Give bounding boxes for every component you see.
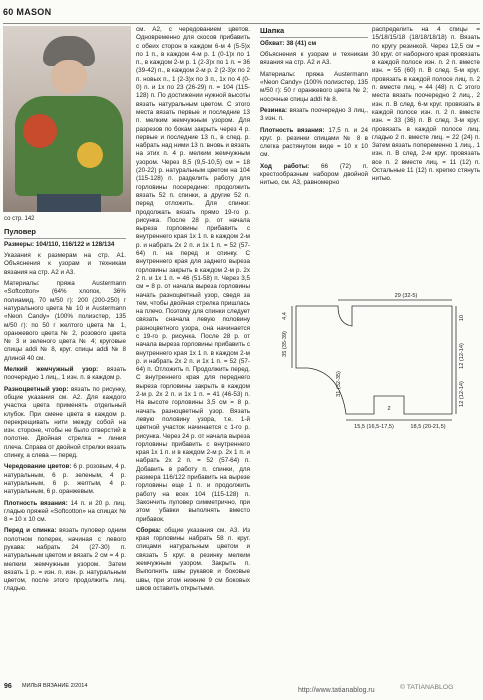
label-right-low: 12 (12-14) <box>459 381 465 407</box>
assembly-paragraph <box>136 527 250 593</box>
pullover-schematic <box>256 284 478 434</box>
model-photo <box>3 26 131 212</box>
order-title: Чередование цветов: <box>4 463 72 471</box>
assembly-text: общие указания см. A3. Из края горловины набрать 58 п. круг. спицами натуральным цветом и связать 5 круг. в резинку мелким жемчужным узором. Закрыть п. Выполнить швы рукавов и боковые швы, при этом нижние 9 см боковых швов оставить открытыми. <box>136 526 251 592</box>
rib-text: вязать поочередно 1 лиц., 1 изн. п. в каждом р. <box>4 366 127 382</box>
watermark: © TATIANABLOG <box>400 684 454 691</box>
color-paragraph <box>4 386 126 461</box>
hat-materials: Материалы: пряжа Austermann «Neon Candy» (100% полиэстер, 135 м/50 г): 50 г оранжевого цвета № 2; носочные спицы addi № 8. <box>260 70 368 103</box>
label-bottom-left: 15,5 (16,5-17,5) <box>354 424 394 430</box>
sweater-dot-red <box>23 114 57 148</box>
order-text: 6 р. розовым, 4 р. натуральным, 6 р. зеленым, 4 р. натуральным, 6 р. желтым, 4 р. натуральным, 6 р. оранжевым. <box>4 463 126 496</box>
density-text: 14 п. и 20 р. лиц. гладью пряжей «Softcotton» на спицах № 8 = 10 x 10 см. <box>4 499 127 524</box>
rib-title: Мелкий жемчужный узор: <box>4 366 99 374</box>
assembly-title: Сборка: <box>136 526 161 534</box>
column-hat <box>260 26 368 191</box>
label-right-top: 10 <box>459 314 465 322</box>
site-url[interactable]: http://www.tatianablog.ru <box>298 687 375 694</box>
section-tag: 60 MASON <box>3 7 52 17</box>
issue-label: МИЛЬЯ ВЯЗАНИЕ 2/2014 <box>22 683 88 689</box>
pullover-cont-text: см. A2, с чередованием цветов. Одновременно для скосов прибавить с обеих сторон в каждом 6-м 4 (5-5)x по 1 п., в каждом 4-м р. 1 (0-1)x по 1 п., в каждом 2-м р. 1 (2-3)x по 1 п. = 36 (39-42) п., в каждом 2-м р. 2 (2-3)x по 2 п. новых п., 1 (2-3)x по 3 п., 1x по 4 (0-0) п. и 1x по 23 (26-29) п. = 104 (115-128) п. По достижении нужной высоты вязать натуральным цветом. С этого места вязать первые и последние 13 п. мелким жемчужным узором. Для разрезов по бокам закрыть через 4 р. первые и последние 13 п., в след. р. набрать над ними 13 п. вновь и вязать на этих п. 4 р. мелким жемчужным узором. Через 8,5 (9,5-10,5) см = 18 (20-22) р. натуральным цветом на 104 (115-128) п. разделить работу для горловины посередине: продолжить вязать 52 п. спинки, а другие 52 п. перед отложить. Для спинки: продолжать вязать прямо 19-го р. рисунка. После 28 р. от начала выреза горловины прибавить с внутреннего края 1x 1 п. в каждом 2-м р. и набрать 2x 2 п. и 1x 1 п. = 52 (57-64) п. на перед и спинку. С внутреннего края для заднего выреза горловины закрыть в каждом 2-м р. 2x 2 п. и 1x 1 п. = 46 (51-58) п. Через 3,5 см = 8 р. от начала выреза горловины начать разноцветный узор, сведя за тем, чтобы двойная стрелка пришлась на плечо. Поэтому для спинки следует связать сначала левую половину разноцветного узора, она начинается с 19-го р. рисунка. После 28 р. от начала выреза горловины прибавить с внутреннего края 1x 1 п. в каждом 2-м р. и набрать 2x 2 п. и 1x 1 п. = 52 (57-64) п. Отложить п. Продолжить перед. С внутреннего края для переднего выреза горловины закрыть в каждом 2-м р. 2x 2 п. и 1x 1 п. = 41 (46-53) п. На высоте горловины 3,5 см = 8 р. начать разноцветный узор. Вязать левую половину узора, т.е. 1-й цветной участок начинается с 1-го р. рисунка. Через 24 р. от начала выреза горловины прибавить с внутреннего края 1x 1 п. и в каждом 2-м р. 2x 1 п. и набрать 2x 2 п. = 52 (57-64) п. Добавить в работу п. спинки, для размера 116/122 прибавить на вырезе горловины еще 1 п. и продолжить работу на всех 104 (115-128) п. Закончить пуловер симметрично, при этом убавки выполнять вместо прибавок. <box>136 26 250 523</box>
hat-cont-text: распределить на 4 спицы = 15/18/15/18 (18/18/18/18) п. Вязать по кругу резинкой. Через 12,5 см = 30 круг. от наборного края провязать в каждой полосе изн. п. 2 п. вместе изн. = 55 (60) п. В след. 5-м круг. провязать в каждой полосе лиц. п. 2 п. вместе лиц. = 44 (48) п. С этого места вязать поочередно 2 лиц., 2 изн. п. В след. 6-м круг. провязать в каждой полосе изн. п. 2 п. вместе изн. = 33 (36) п. В след. 3-м круг. провязать в каждой полосе лиц. гладью 2 п. вместе лиц. = 22 (24) п. Затем вязать попеременно 1 лиц., 1 изн. п. В след. 2-м круг. провязать все п. 2 вместе лиц. = 11 (12) п. Остальные 11 (12) п. крепко стянуть нитью. <box>372 26 480 183</box>
color-text: вязать по рисунку, общие указания см. A2. Для каждого участка цвета применять отдельный клубок. При смене цвета в каждом р. перекрещивать нити между собой на изн. стороне, чтобы не было отверстий в полотне. Двойная стрелка = линия плеча. Справа от двойной стрелки вязать спинку, а слева — перед. <box>4 385 127 460</box>
hat-density-paragraph <box>260 127 368 160</box>
pullover-materials: Материалы: пряжа Austermann «Softcotton» (64% хлопок, 36% полиамид, 70 м/50 г): 200 (200-250) г натурального цвета № 10 и Austermann «Neon Candy» (100% полиэстер, 135 м/50 г): по 50 г желтого цвета № 1, оранжевого цвета № 2, розового цвета № 3 и зеленого цвета № 4; круговые спицы addi № 8, круг. спицы addi № 8 длиной 40 см. <box>4 280 126 362</box>
face-shape <box>51 60 87 94</box>
photo-caption: со стр. 142 <box>4 216 35 222</box>
hat-work-text: 66 (72) п. крестообразным набором двойной нитью, см. A3, равномерно <box>260 162 368 187</box>
label-bottom-right: 18,5 (20-21,5) <box>410 424 446 430</box>
column-pullover-cont <box>136 26 250 596</box>
column-pullover <box>4 227 126 597</box>
label-left-mid: 35 (35-39) <box>282 331 288 357</box>
label-bottom-small: 2 <box>387 406 391 412</box>
front-title: Перед и спинка: <box>4 527 57 535</box>
hat-rib-paragraph <box>260 107 368 124</box>
hat-title: Шапка <box>260 26 368 38</box>
page-footer <box>0 678 483 700</box>
header-divider <box>3 23 480 24</box>
page-header <box>0 6 483 20</box>
label-top: 29 (32-5) <box>394 293 418 299</box>
pullover-sizes-note: Указания к размерам на стр. A1. Объяснения к узорам и техникам вязания на стр. A2 и A3. <box>4 252 126 276</box>
color-title: Разноцветный узор: <box>4 385 69 393</box>
pullover-sizes: Размеры: 104/110, 116/122 и 128/134 <box>4 240 115 248</box>
density-title: Плотность вязания: <box>4 499 68 507</box>
sweater-dot-yellow <box>77 142 103 168</box>
order-paragraph <box>4 463 126 496</box>
hat-work-paragraph <box>260 163 368 188</box>
front-paragraph <box>4 527 126 593</box>
hat-sizes: Обхват: 38 (41) см <box>260 39 317 47</box>
hat-density-text: 17,5 п. и 24 круг. р. резинки спицами № 8 в слегка растянутом виде = 10 x 10 см. <box>260 126 369 159</box>
label-left-top: 4,4 <box>282 312 288 320</box>
density-paragraph <box>4 500 126 525</box>
pants-shape <box>37 194 101 212</box>
label-right-mid: 12 (12-14) <box>459 343 465 369</box>
hat-rib-title: Резинка: <box>260 106 288 114</box>
front-text: вязать пуловер одним полотном поперек, начиная с левого рукава: набрать 24 (27-30) п. натуральным цветом и вязать 2 см = 4 р. мелким жемчужным узором. Затем вязать 1 р. = изн. п. изн. р. натуральным цветом, после этого продолжить лиц. гладью. <box>4 527 127 593</box>
hat-work-title: Ход работы: <box>260 162 310 170</box>
label-left-low: 31 (32-35) <box>336 371 342 397</box>
page-number: 96 <box>4 683 12 690</box>
schematic-outline <box>296 306 452 414</box>
rib-paragraph <box>4 366 126 383</box>
hat-sizes-note: Объяснения к узорам и техникам вязания на стр. A2 и A3. <box>260 51 368 67</box>
column-hat-cont <box>372 26 480 187</box>
hat-rib-text: вязать поочередно 3 лиц., 3 изн. п. <box>260 106 368 123</box>
hat-density-title: Плотность вязания: <box>260 126 325 134</box>
pullover-title: Пуловер <box>4 227 126 239</box>
